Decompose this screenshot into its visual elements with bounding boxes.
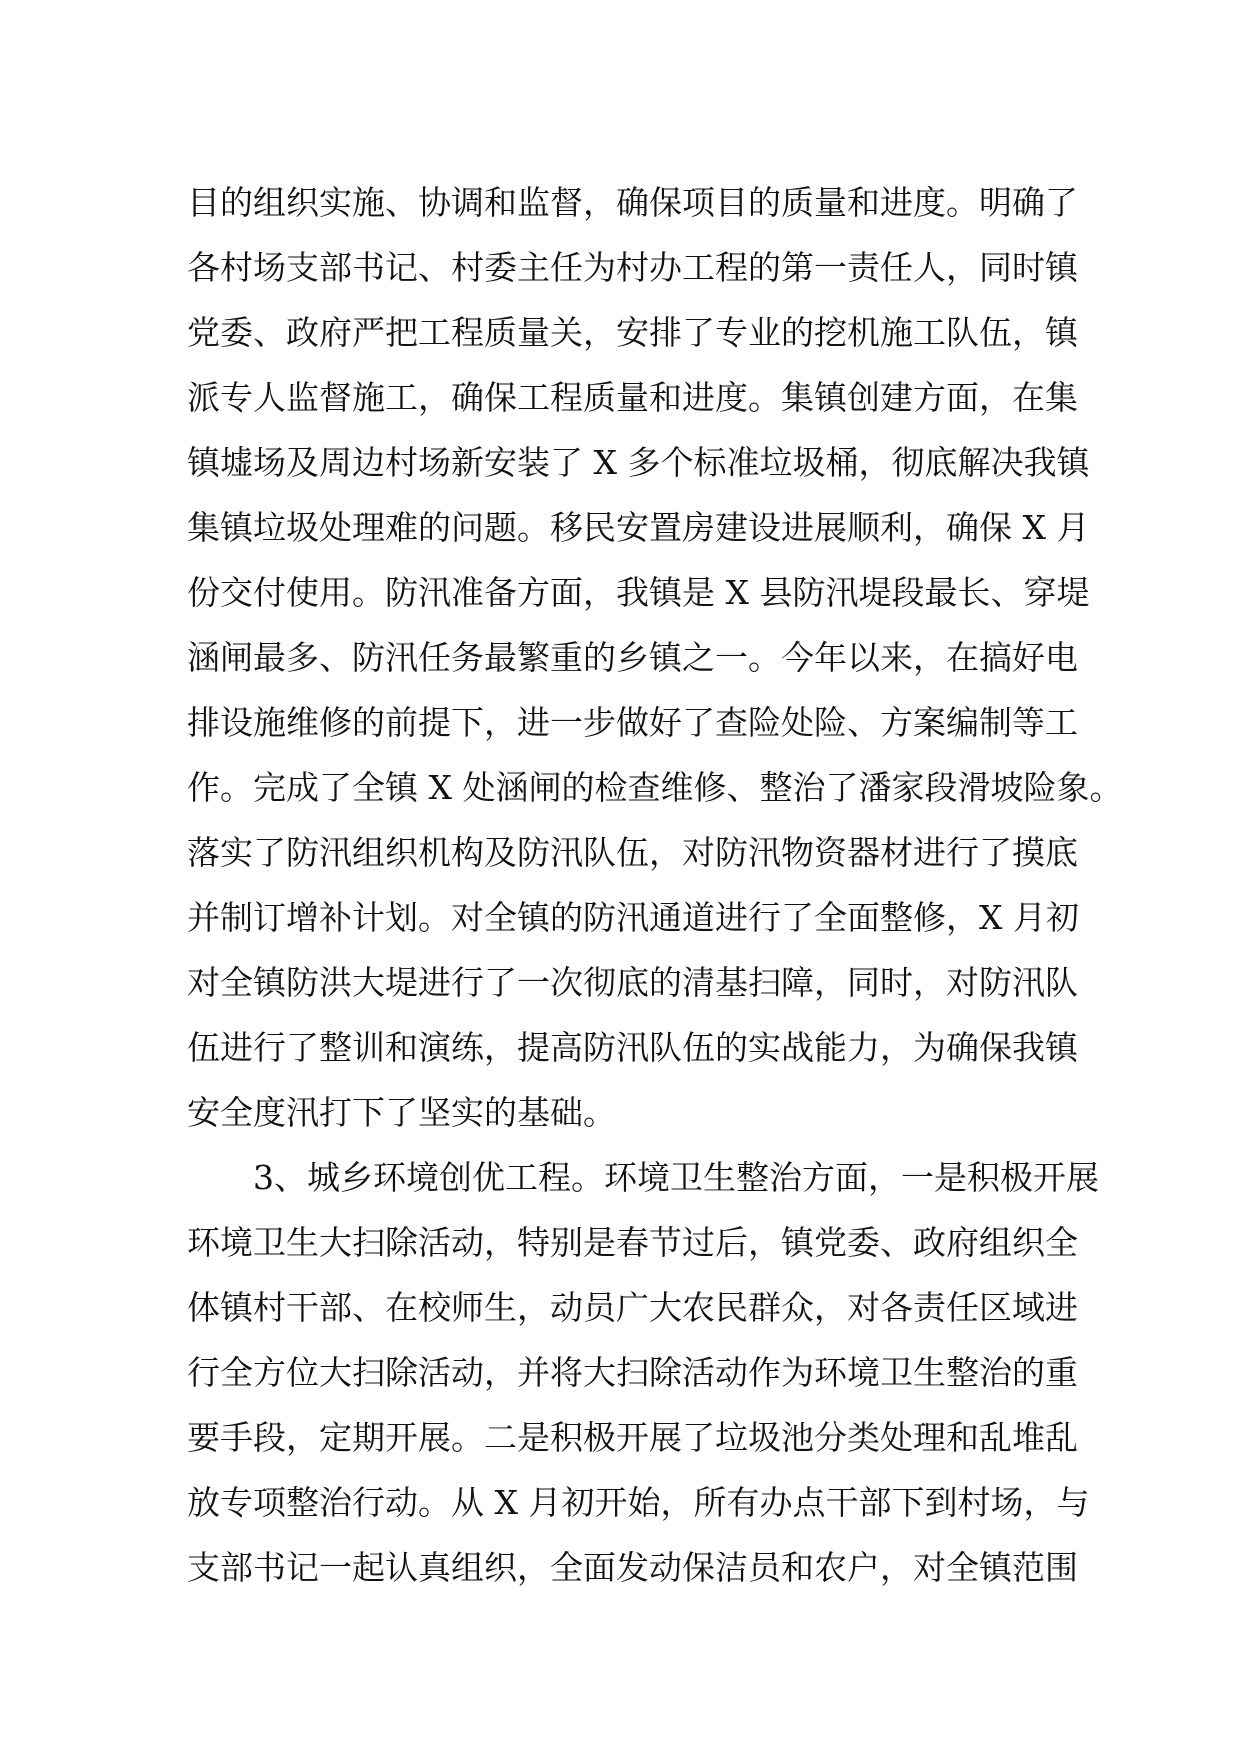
text-line: 支部书记一起认真组织，全面发动保洁员和农户，对全镇范围: [187, 1548, 1078, 1587]
paragraph-start-line: 3、城乡环境创优工程。环境卫生整治方面，一是积极开展: [253, 1158, 1099, 1197]
text-line: 作。完成了全镇 X 处涵闸的检查维修、整治了潘家段滑坡险象。: [187, 768, 1123, 807]
text-line: 排设施维修的前提下，进一步做好了查险处险、方案编制等工: [187, 703, 1078, 742]
text-line: 镇墟场及周边村场新安装了 X 多个标准垃圾桶，彻底解决我镇: [187, 443, 1090, 482]
text-line: 伍进行了整训和演练，提高防汛队伍的实战能力，为确保我镇: [187, 1028, 1078, 1067]
text-line: 对全镇防洪大堤进行了一次彻底的清基扫障，同时，对防汛队: [187, 963, 1078, 1002]
text-line: 集镇垃圾处理难的问题。移民安置房建设进展顺利，确保 X 月: [187, 508, 1090, 547]
text-line: 并制订增补计划。对全镇的防汛通道进行了全面整修，X 月初: [187, 898, 1079, 937]
text-line: 放专项整治行动。从 X 月初开始，所有办点干部下到村场，与: [187, 1483, 1090, 1522]
text-line: 涵闸最多、防汛任务最繁重的乡镇之一。今年以来，在搞好电: [187, 638, 1078, 677]
text-line: 要手段，定期开展。二是积极开展了垃圾池分类处理和乱堆乱: [187, 1418, 1078, 1457]
text-line: 目的组织实施、协调和监督，确保项目的质量和进度。明确了: [187, 183, 1078, 222]
text-line: 党委、政府严把工程质量关，安排了专业的挖机施工队伍，镇: [187, 313, 1078, 352]
text-line: 行全方位大扫除活动，并将大扫除活动作为环境卫生整治的重: [187, 1353, 1078, 1392]
text-line: 派专人监督施工，确保工程质量和进度。集镇创建方面，在集: [187, 378, 1078, 417]
text-line: 份交付使用。防汛准备方面，我镇是 X 县防汛堤段最长、穿堤: [187, 573, 1090, 612]
body-text: [187, 170, 1123, 1600]
text-line: 环境卫生大扫除活动，特别是春节过后，镇党委、政府组织全: [187, 1223, 1078, 1262]
text-line: 体镇村干部、在校师生，动员广大农民群众，对各责任区域进: [187, 1288, 1078, 1327]
text-line: 各村场支部书记、村委主任为村办工程的第一责任人，同时镇: [187, 248, 1078, 287]
text-line: 落实了防汛组织机构及防汛队伍，对防汛物资器材进行了摸底: [187, 833, 1078, 872]
text-line: 安全度汛打下了坚实的基础。: [187, 1093, 616, 1132]
